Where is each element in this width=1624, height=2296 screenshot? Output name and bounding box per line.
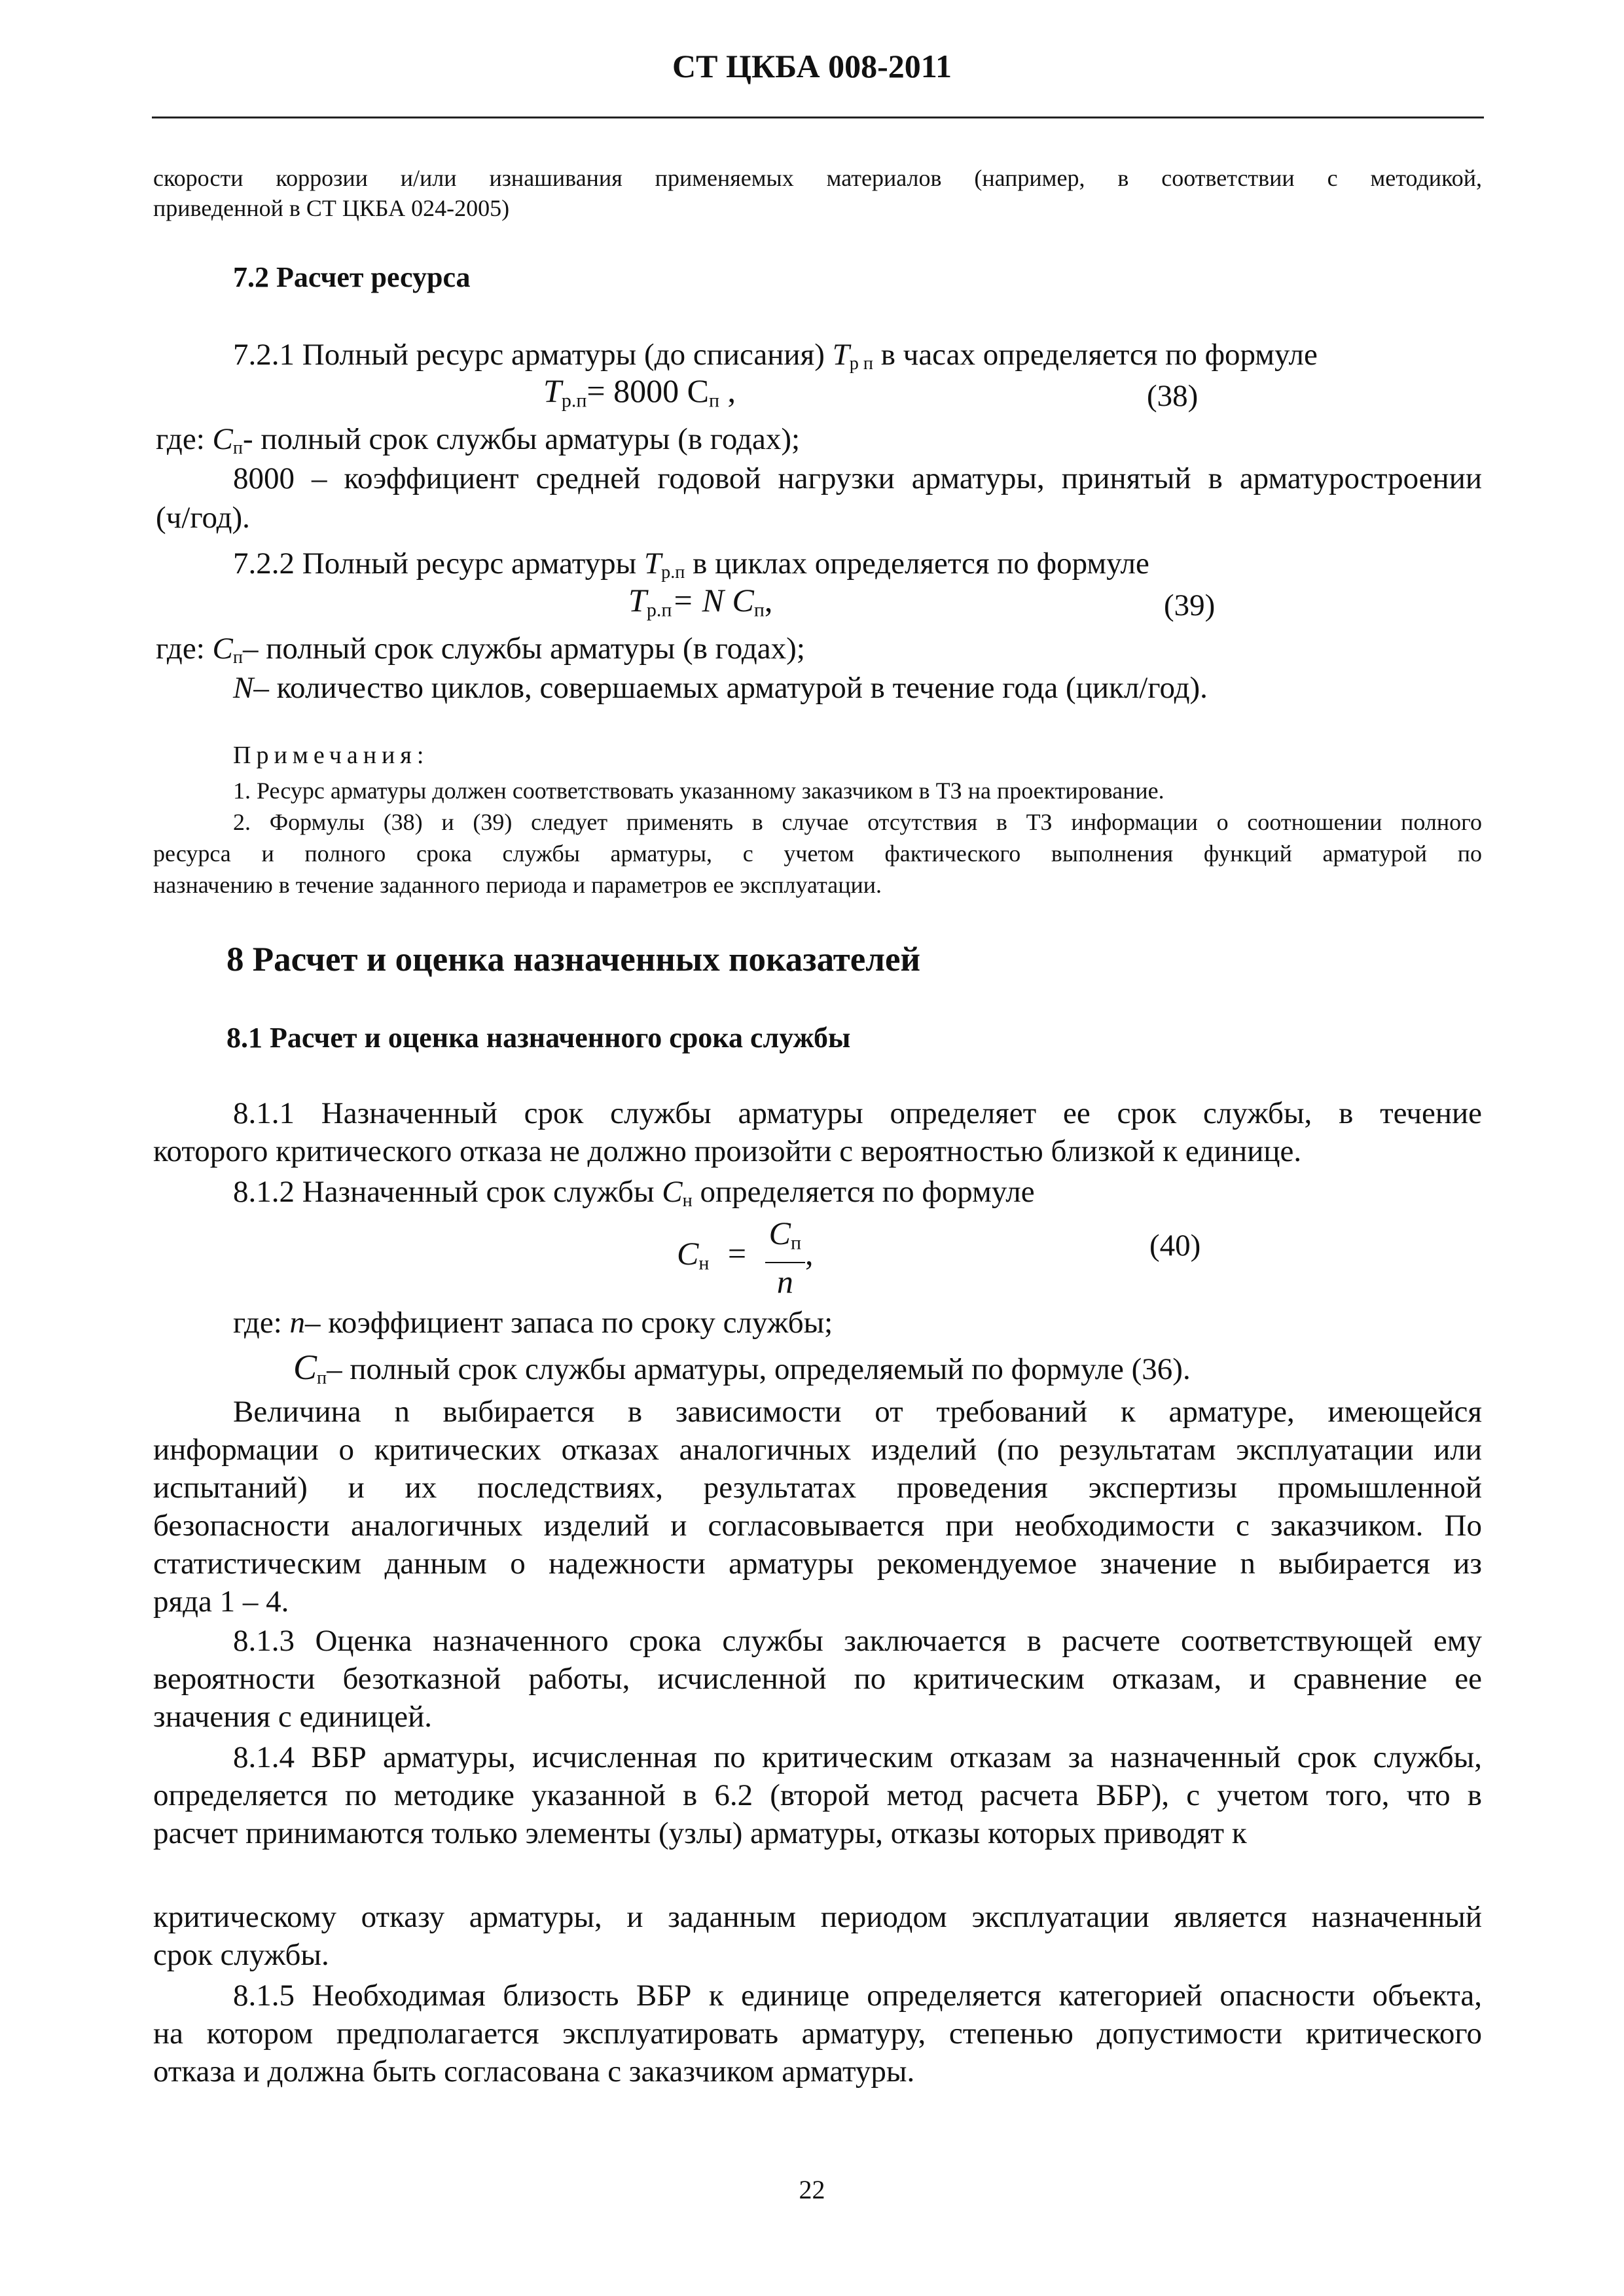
formula-40-fraction: $\frac{C_п}{n}$	[765, 1215, 805, 1300]
paragraph-8-1-3-line-3: значения с единицей.	[153, 1700, 433, 1734]
note-2-line-3: назначению в течение заданного периода и параметров ее эксплуатации.	[153, 872, 882, 898]
where-cp-line: где: $C_п-$ полный срок службы арматуры (в годах);	[156, 422, 801, 459]
paragraph-8-1-5-line-1: 8.1.5 Необходимая близость ВБР к единице определяется категорией опасности объекта,	[233, 1979, 1482, 2013]
paragraph-8-1-4-line-4: критическому отказу арматуры, и заданным периодом эксплуатации является назначенный	[153, 1900, 1482, 1934]
paragraph-8-1-1-line-1: 8.1.1 Назначенный срок службы арматуры определяет ее срок службы, в течение	[233, 1096, 1482, 1130]
page-number: 22	[799, 2175, 825, 2204]
note-2-line-1: 2. Формулы (38) и (39) следует применять в случае отсутствия в ТЗ информации о соотношении полного	[233, 809, 1482, 835]
section-8-1-heading: 8.1 Расчет и оценка назначенного срока службы	[226, 1022, 851, 1054]
formula-39: $T_{р.п}= N$ $C_п$,	[628, 582, 773, 621]
paragraph-n-line-2: информации о критических отказах аналогичных изделий (по результатам эксплуатации или	[153, 1433, 1482, 1467]
paragraph-n-line-4: безопасности аналогичных изделий и согласовывается при необходимости с заказчиком. По	[153, 1509, 1482, 1543]
paragraph-8-1-4-line-2: определяется по методике указанной в 6.2 (второй метод расчета ВБР), с учетом того, что в	[153, 1778, 1482, 1812]
where-cp-cycles-line: где: $C_п-$ полный срок службы арматуры (в годах);	[156, 632, 805, 668]
section-7-2-heading: 7.2 Расчет ресурса	[233, 261, 471, 293]
paragraph-8-1-1-line-2: которого критического отказа не должно произойти с вероятностью близкой к единице.	[153, 1134, 1302, 1168]
paragraph-8-1-4-line-5: срок службы.	[153, 1938, 329, 1972]
coefficient-8000-unit: (ч/год).	[156, 501, 250, 535]
formula-39-number: (39)	[1164, 588, 1216, 622]
formula-38: $T_{р.п}= 8000$ $C_п$ ,	[543, 372, 736, 412]
paragraph-8-1-5-line-2: на котором предполагается эксплуатировать арматуру, степенью допустимости критического	[153, 2017, 1482, 2051]
note-1: 1. Ресурс арматуры должен соответствовать указанному заказчиком в ТЗ на проектирование.	[233, 778, 1164, 804]
paragraph-7-2-1: 7.2.1 Полный ресурс арматуры (до списания) $T_{р п}$ в часах определяется по формуле	[233, 338, 1318, 374]
notes-title: Примечания:	[233, 742, 429, 769]
coefficient-8000-line: 8000 – коэффициент средней годовой нагрузки арматуры, принятый в арматуростроении	[233, 461, 1482, 495]
where-n-cycles-line: N– количество циклов, совершаемых арматурой в течение года (цикл/год).	[233, 671, 1208, 705]
formula-38-number: (38)	[1147, 379, 1199, 413]
formula-40: $C_н$ = $\frac{C_п}{n}$ ,	[677, 1215, 814, 1300]
paragraph-8-1-5-line-3: отказа и должна быть согласована с заказчиком арматуры.	[153, 2054, 915, 2089]
formula-40-number: (40)	[1149, 1229, 1201, 1263]
paragraph-n-line-5: статистическим данным о надежности арматуры рекомендуемое значение n выбирается из	[153, 1547, 1482, 1581]
document-code-header: СТ ЦКБА 008-2011	[672, 48, 952, 84]
section-8-heading: 8 Расчет и оценка назначенных показателей	[226, 941, 921, 978]
continuation-line-1: скорости коррозии и/или изнашивания применяемых материалов (например, в соответствии с методикой,	[153, 165, 1482, 191]
continuation-line-2: приведенной в СТ ЦКБА 024-2005)	[153, 195, 510, 221]
paragraph-8-1-2: 8.1.2 Назначенный срок службы $C_н$ определяется по формуле	[233, 1175, 1035, 1211]
where-n-coef-line: где: n– коэффициент запаса по сроку службы;	[233, 1306, 833, 1340]
paragraph-8-1-4-line-1: 8.1.4 ВБР арматуры, исчисленная по критическим отказам за назначенный срок службы,	[233, 1740, 1482, 1774]
paragraph-8-1-4-line-3: расчет принимаются только элементы (узлы) арматуры, отказы которых приводят к	[153, 1816, 1247, 1850]
paragraph-7-2-2: 7.2.2 Полный ресурс арматуры $T_{р.п}$ в циклах определяется по формуле	[233, 547, 1149, 583]
paragraph-n-line-1: Величина n выбирается в зависимости от требований к арматуре, имеющейся	[233, 1395, 1482, 1429]
where-cp-36-line: $C_п-$ полный срок службы арматуры, определяемый по формуле (36).	[293, 1348, 1191, 1389]
paragraph-8-1-3-line-2: вероятности безотказной работы, исчисленной по критическим отказам, и сравнение ее	[153, 1662, 1482, 1696]
header-rule	[152, 117, 1484, 118]
paragraph-8-1-3-line-1: 8.1.3 Оценка назначенного срока службы заключается в расчете соответствующей ему	[233, 1624, 1482, 1658]
note-2-line-2: ресурса и полного срока службы арматуры, с учетом фактического выполнения функций арматурой по	[153, 840, 1482, 867]
paragraph-n-line-6: ряда 1 – 4.	[153, 1585, 289, 1619]
paragraph-n-line-3: испытаний) и их последствиях, результатах проведения экспертизы промышленной	[153, 1471, 1482, 1505]
